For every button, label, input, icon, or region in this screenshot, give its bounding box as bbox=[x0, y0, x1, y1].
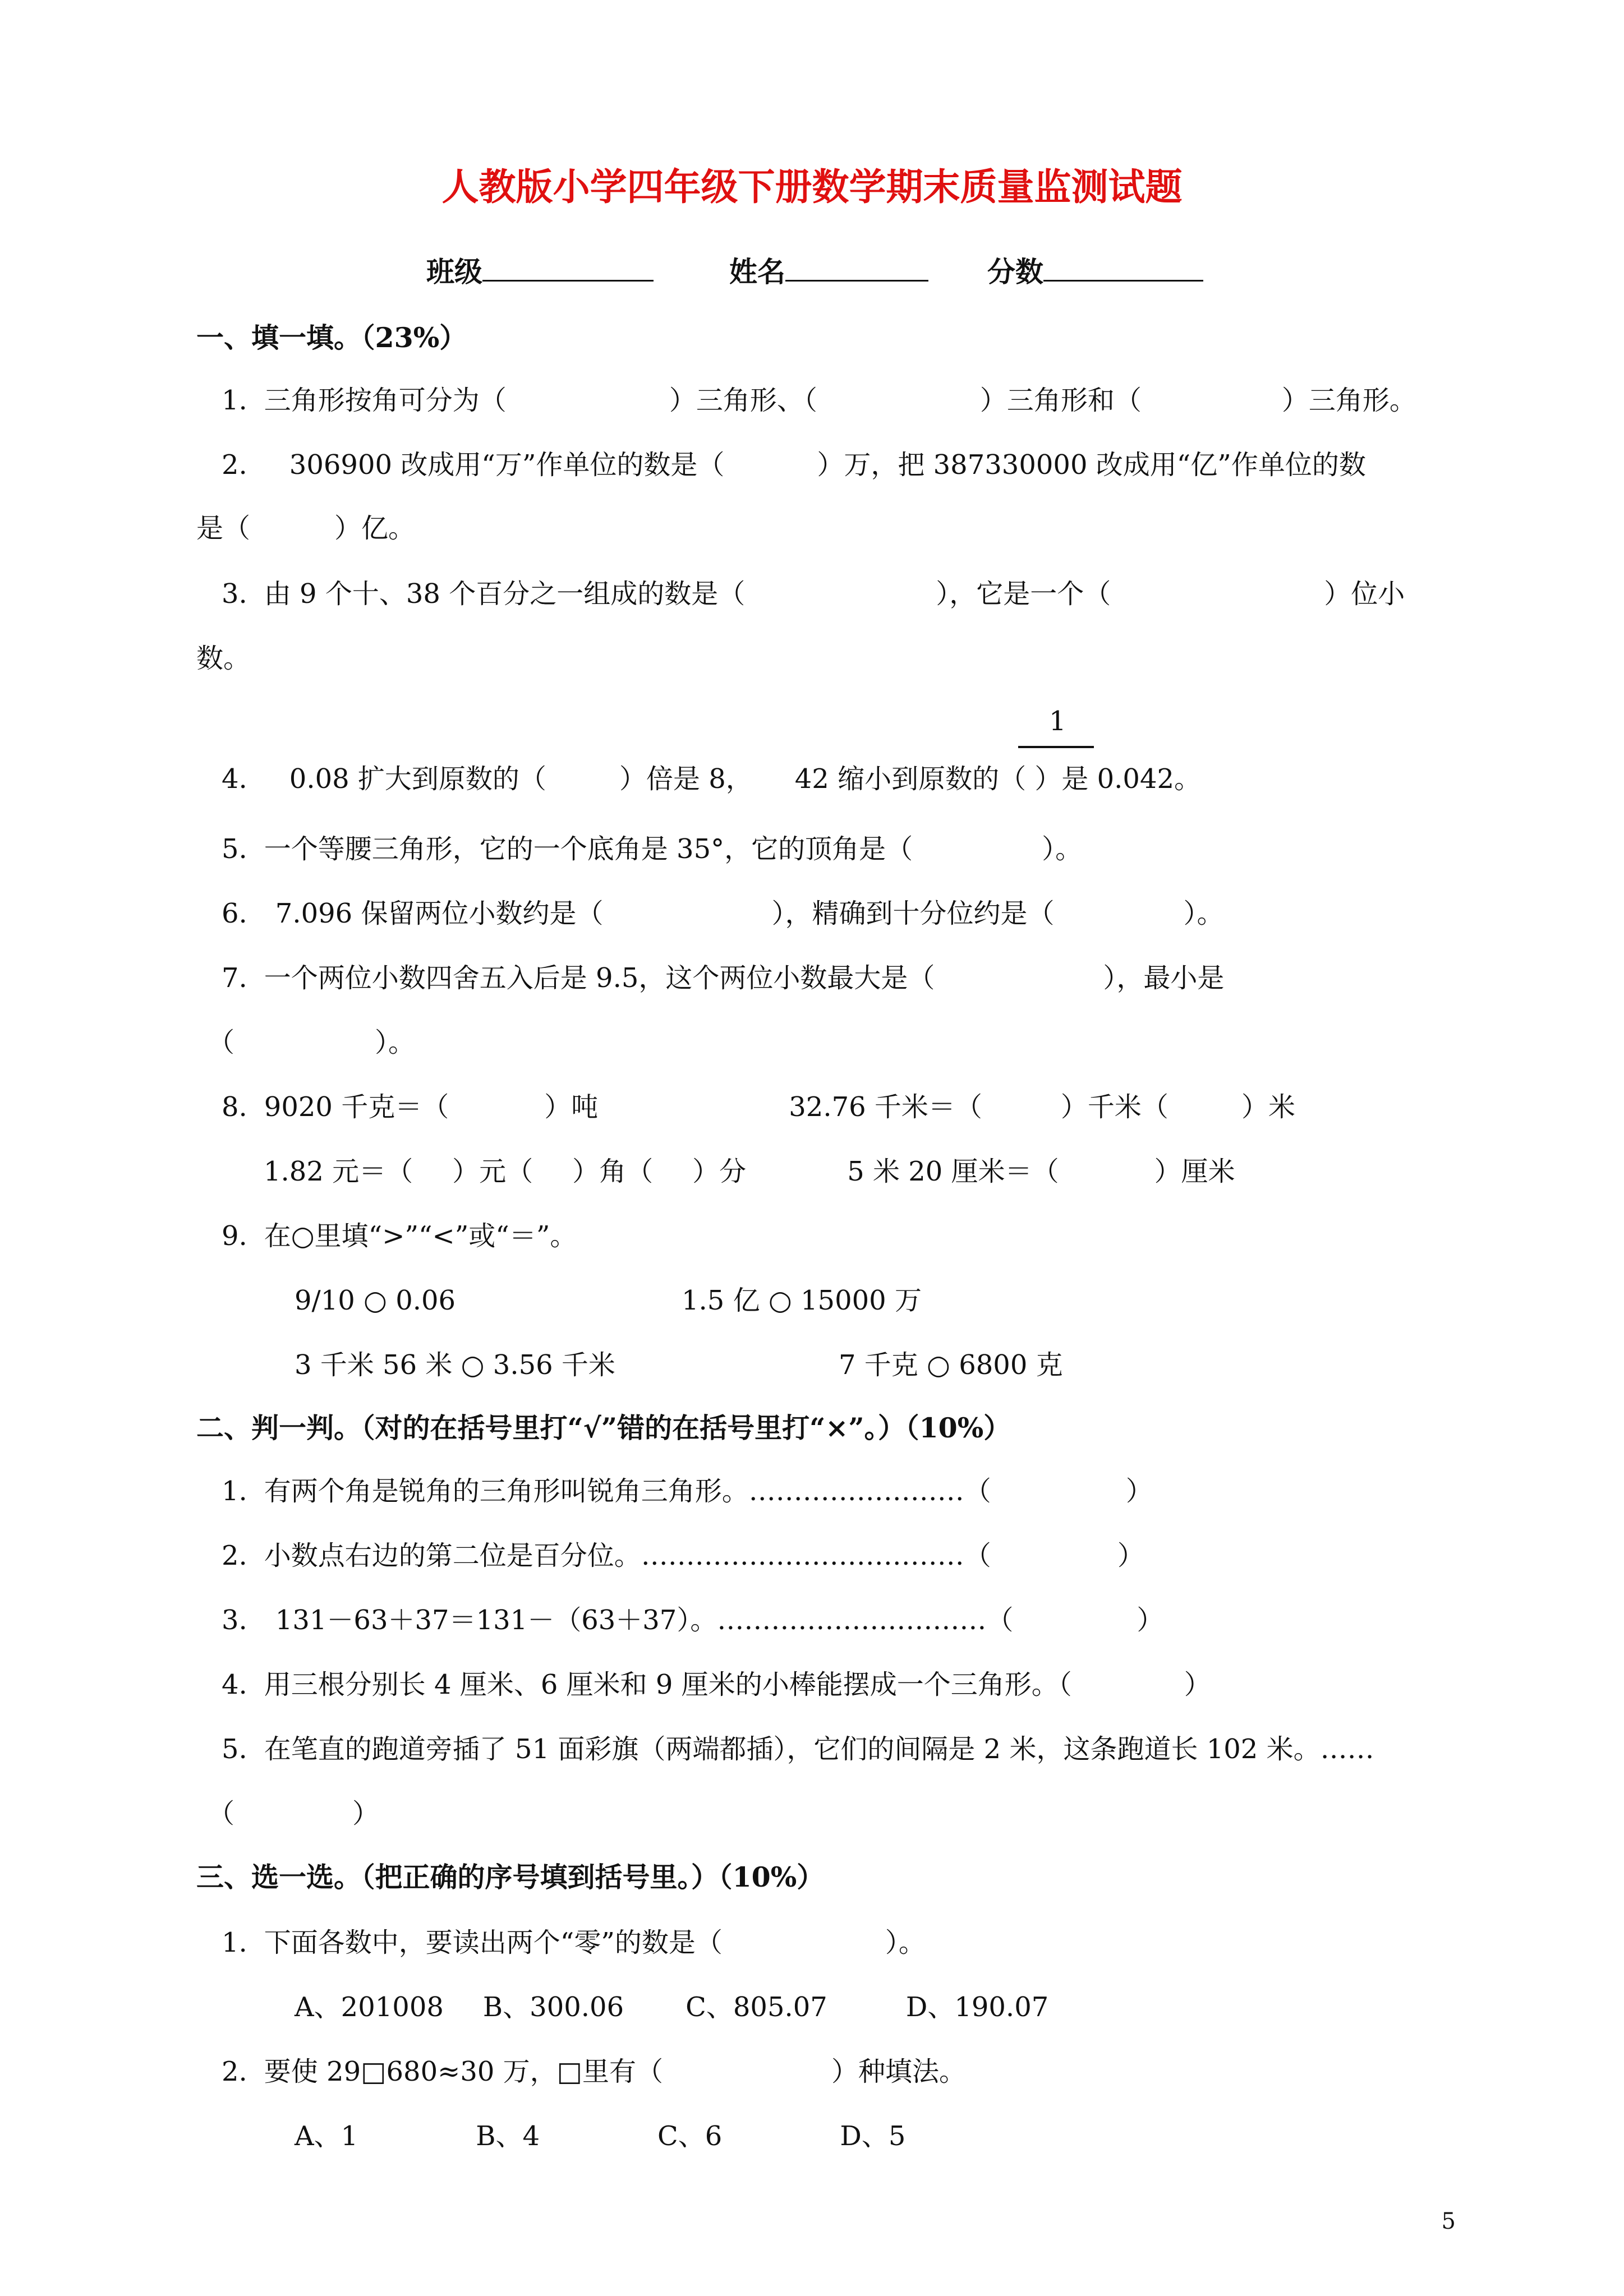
s1-q1-text-c: ）三角形和（ bbox=[979, 385, 1142, 416]
s1-q4-text-a: 0.08 扩大到原数的（ bbox=[289, 763, 546, 795]
s1-q8-text-j: 5 米 20 厘米＝（ bbox=[847, 1156, 1059, 1187]
s1-q2-text-c: 是（ bbox=[196, 513, 251, 544]
s1-q8-text-k: ）厘米 bbox=[1154, 1156, 1235, 1187]
s1-q8-text-f: 1.82 元＝（ bbox=[264, 1156, 413, 1187]
s1-q3-num: 3. bbox=[222, 578, 247, 610]
class-blank[interactable] bbox=[482, 255, 654, 282]
s1-q9-compare-1[interactable]: 9/10 ○ 0.06 bbox=[295, 1285, 456, 1316]
s1-q8-text-e: ）米 bbox=[1241, 1091, 1295, 1123]
s1-q5-num: 5. bbox=[222, 833, 247, 865]
s3-q1-option-d[interactable]: D、190.07 bbox=[905, 1991, 1049, 2023]
s1-q7-num: 7. bbox=[222, 962, 247, 994]
s1-q2-cont bbox=[196, 515, 415, 542]
s1-q2-text-b: ）万，把 387330000 改成用“亿”作单位的数 bbox=[817, 449, 1366, 481]
s3-q2-option-a[interactable]: A、1 bbox=[295, 2120, 358, 2152]
s1-q9 bbox=[222, 1220, 577, 1252]
page-title: 人教版小学四年级下册数学期末质量监测试题 bbox=[441, 165, 1183, 209]
s2-item-3 bbox=[222, 1607, 1163, 1634]
s2-item-5-end: ） bbox=[352, 1798, 380, 1829]
s2-item-2 bbox=[222, 1542, 1144, 1569]
s3-q1 bbox=[222, 1929, 926, 1956]
score-field bbox=[987, 255, 1203, 286]
s1-q3-text-b: ），它是一个（ bbox=[936, 578, 1111, 610]
s1-q1-num: 1. bbox=[222, 385, 247, 416]
s1-q6-text-c: ）。 bbox=[1183, 898, 1224, 929]
s3-q2-option-b[interactable]: B、4 bbox=[476, 2120, 540, 2152]
s1-q4-text-d: 是 0.042。 bbox=[1061, 763, 1202, 795]
s2-item-2-text: 小数点右边的第二位是百分位。………………………………（ bbox=[264, 1540, 991, 1571]
s2-item-3-num: 3. bbox=[222, 1605, 247, 1636]
s1-q4-num: 4. bbox=[222, 763, 247, 795]
s1-q9-compare-4[interactable]: 7 千克 ○ 6800 克 bbox=[839, 1349, 1063, 1381]
s1-q3-text-c: ）位小 bbox=[1324, 578, 1405, 610]
s1-q3-text-a: 由 9 个十、38 个百分之一组成的数是（ bbox=[264, 578, 746, 610]
s1-q8-row1 bbox=[222, 1091, 1295, 1123]
section1-heading: 一、填一填。（23%） bbox=[196, 321, 467, 354]
s2-item-1-num: 1. bbox=[222, 1476, 247, 1507]
s1-q8-text-g: ）元（ bbox=[452, 1156, 533, 1187]
section3-heading: 三、选一选。（把正确的序号填到括号里。）（10%） bbox=[196, 1861, 825, 1893]
s1-q8-text-c: 32.76 千米＝（ bbox=[789, 1091, 982, 1123]
s1-q6-text-b: ），精确到十分位约是（ bbox=[771, 898, 1055, 929]
s1-q2-num: 2. bbox=[222, 449, 247, 481]
s1-q1-text-b: ）三角形、（ bbox=[669, 385, 817, 416]
name-field bbox=[729, 255, 928, 286]
s2-item-3-text: 131－63＋37＝131－（63＋37）。…………………………（ bbox=[275, 1605, 1014, 1636]
s1-q2-text-d: ）亿。 bbox=[334, 513, 416, 544]
s1-q9-text-a: 在○里填“>”“<”或“＝”。 bbox=[264, 1220, 577, 1252]
s1-q4 bbox=[222, 763, 1202, 795]
s1-q2 bbox=[222, 449, 1366, 481]
s1-q1 bbox=[222, 387, 1416, 414]
s1-q1-text-a: 三角形按角可分为（ bbox=[264, 385, 507, 416]
s2-item-5-text: 在笔直的跑道旁插了 51 面彩旗（两端都插），它们的间隔是 2 米，这条跑道长 102 米。…… bbox=[264, 1733, 1374, 1765]
s2-item-5-cont bbox=[208, 1800, 379, 1827]
s2-item-2-num: 2. bbox=[222, 1540, 247, 1571]
s1-q7-text-d: ）。 bbox=[375, 1027, 416, 1058]
s1-q1-text-d: ）三角形。 bbox=[1281, 385, 1416, 416]
s1-q6-text-a: 7.096 保留两位小数约是（ bbox=[275, 898, 604, 929]
s3-q1-option-b[interactable]: B、300.06 bbox=[482, 1991, 624, 2023]
s1-q4-frac-numerator: 1 bbox=[1049, 706, 1066, 737]
s3-q2-num: 2. bbox=[222, 2056, 247, 2087]
s2-item-1-text: 有两个角是锐角的三角形叫锐角三角形。……………………（ bbox=[264, 1476, 991, 1507]
s3-q2-option-d[interactable]: D、5 bbox=[840, 2120, 906, 2152]
s3-q1-text-b: ）。 bbox=[885, 1927, 926, 1958]
s1-q8-row2 bbox=[264, 1158, 1235, 1185]
s1-q4-frac-denominator[interactable]: （ ） bbox=[999, 763, 1062, 795]
s1-q8-num: 8. bbox=[222, 1091, 247, 1123]
s1-q5 bbox=[222, 833, 1083, 865]
s2-item-5-num: 5. bbox=[222, 1733, 247, 1765]
s1-q5-text-a: 一个等腰三角形，它的一个底角是 35°，它的顶角是（ bbox=[264, 833, 913, 865]
s2-item-1 bbox=[222, 1478, 1153, 1505]
s1-q9-compare-3[interactable]: 3 千米 56 米 ○ 3.56 千米 bbox=[295, 1349, 615, 1381]
s2-item-5-cont-open: （ bbox=[208, 1798, 235, 1829]
s1-q9-compare-2[interactable]: 1.5 亿 ○ 15000 万 bbox=[682, 1285, 922, 1316]
s2-item-4 bbox=[222, 1671, 1211, 1698]
s2-item-2-end: ） bbox=[1117, 1540, 1144, 1571]
s1-q7-text-c: （ bbox=[208, 1027, 235, 1058]
score-label: 分数 bbox=[987, 255, 1043, 288]
s1-q8-text-h: ）角（ bbox=[572, 1156, 654, 1187]
s3-q1-num: 1. bbox=[222, 1927, 247, 1958]
s1-q3 bbox=[222, 578, 1405, 610]
class-field bbox=[426, 255, 654, 286]
s3-q1-options bbox=[295, 1991, 1049, 2023]
s1-q7-cont bbox=[208, 1029, 415, 1056]
s3-q2-options bbox=[295, 2120, 906, 2152]
s3-q2 bbox=[222, 2058, 966, 2085]
s1-q5-text-b: ）。 bbox=[1042, 833, 1083, 865]
s1-q8-text-a: 9020 千克＝（ bbox=[264, 1091, 449, 1123]
name-blank[interactable] bbox=[785, 255, 928, 282]
s3-q2-text-b: ）种填法。 bbox=[831, 2056, 967, 2087]
s1-q9-num: 9. bbox=[222, 1220, 247, 1252]
s1-q4-text-c: 42 缩小到原数的 bbox=[794, 763, 1000, 795]
score-blank[interactable] bbox=[1043, 255, 1203, 282]
s3-q2-option-c[interactable]: C、6 bbox=[657, 2120, 723, 2152]
s1-q6-num: 6. bbox=[222, 898, 247, 929]
s2-item-4-text: 用三根分别长 4 厘米、6 厘米和 9 厘米的小棒能摆成一个三角形。（ bbox=[264, 1669, 1072, 1700]
s2-item-4-end: ） bbox=[1184, 1669, 1211, 1700]
s3-q1-text-a: 下面各数中，要读出两个“零”的数是（ bbox=[264, 1927, 723, 1958]
name-label: 姓名 bbox=[729, 255, 785, 288]
section2-heading: 二、判一判。（对的在括号里打“√”错的在括号里打“×”。）（10%） bbox=[196, 1412, 1011, 1444]
s1-q8-text-i: ）分 bbox=[692, 1156, 747, 1187]
s2-item-3-end: ） bbox=[1137, 1605, 1164, 1636]
s1-q8-text-d: ）千米（ bbox=[1060, 1091, 1168, 1123]
page-number: 5 bbox=[1441, 2209, 1456, 2234]
s2-item-1-end: ） bbox=[1125, 1476, 1153, 1507]
s3-q1-option-a[interactable]: A、201008 bbox=[295, 1991, 444, 2023]
s1-q7-text-a: 一个两位小数四舍五入后是 9.5，这个两位小数最大是（ bbox=[264, 962, 935, 994]
s1-q3-cont: 数。 bbox=[196, 643, 251, 674]
s2-item-5 bbox=[222, 1733, 1374, 1765]
s1-q4-frac-bar bbox=[1018, 746, 1094, 748]
s1-q4-text-b: ）倍是 8， bbox=[619, 763, 753, 795]
s1-q7 bbox=[222, 962, 1225, 994]
s3-q1-option-c[interactable]: C、805.07 bbox=[686, 1991, 827, 2023]
class-label: 班级 bbox=[426, 255, 482, 288]
s3-q2-text-a: 要使 29□680≈30 万，□里有（ bbox=[264, 2056, 664, 2087]
s1-q7-text-b: ），最小是 bbox=[1103, 962, 1225, 994]
s1-q2-text-a: 306900 改成用“万”作单位的数是（ bbox=[289, 449, 725, 481]
s1-q6 bbox=[222, 900, 1224, 927]
s1-q8-text-b: ）吨 bbox=[544, 1091, 599, 1123]
s2-item-4-num: 4. bbox=[222, 1669, 247, 1700]
